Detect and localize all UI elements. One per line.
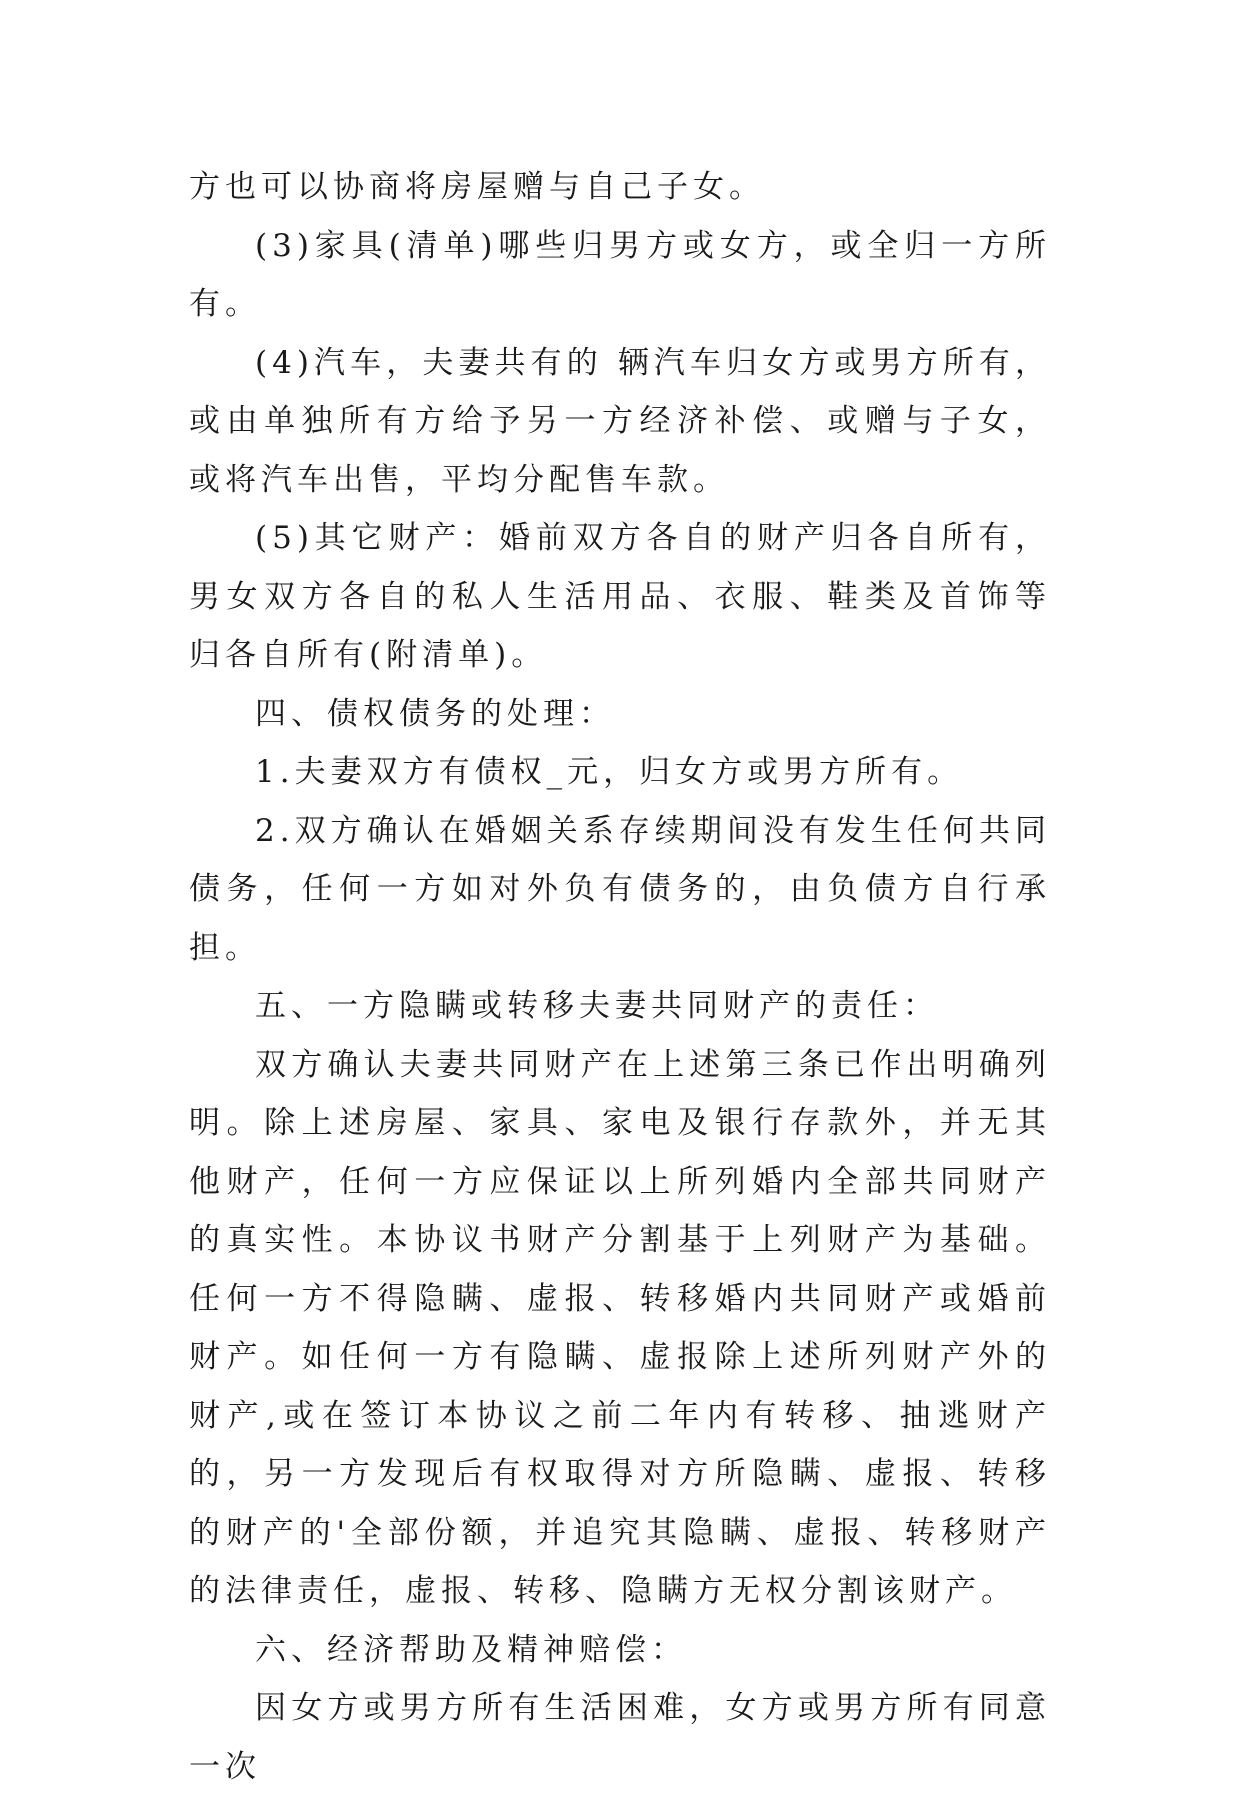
paragraph-car: (4)汽车，夫妻共有的 辆汽车归女方或男方所有，或由单独所有方给予另一方经济补偿、或赠与子女，或将汽车出售，平均分配售车款。 — [189, 344, 1051, 498]
paragraph-financial-help: 因女方或男方所有生活困难，女方或男方所有同意一次 — [189, 1690, 1051, 1785]
document-body — [189, 158, 1051, 1796]
paragraph-joint-debts: 2.双方确认在婚姻关系存续期间没有发生任何共同债务，任何一方如对外负有债务的，由负债方自行承担。 — [189, 812, 1051, 966]
section-heading-compensation: 六、经济帮助及精神赔偿： — [255, 1631, 687, 1668]
paragraph-creditor-rights: 1.夫妻双方有债权_元，归女方或男方所有。 — [255, 754, 964, 790]
section-heading-concealment: 五、一方隐瞒或转移夫妻共同财产的责任： — [255, 988, 939, 1024]
section-heading-debts: 四、债权债务的处理： — [255, 695, 615, 732]
paragraph-other-property: (5)其它财产：婚前双方各自的财产归各自所有，男女双方各自的私人生活用品、衣服、鞋类及首饰等归各自所有(附清单)。 — [189, 520, 1051, 673]
paragraph-house-gift: 方也可以协商将房屋赠与自己子女。 — [189, 169, 765, 205]
paragraph-concealment-liability: 双方确认夫妻共同财产在上述第三条已作出明确列明。除上述房屋、家具、家电及银行存款外，并无其他财产，任何一方应保证以上所列婚内全部共同财产的真实性。本协议书财产分割基于上列财产为基础。任何一方不得隐瞒、虚报、转移婚内共同财产或婚前财产。如任何一方有隐瞒、虚报除上述所列财产外的财产,或在签订本协议之前二年内有转移、抽逃财产的，另一方发现后有权取得对方所隐瞒、虚报、转移的财产的'全部份额，并追究其隐瞒、虚报、转移财产的法律责任，虚报、转移、隐瞒方无权分割该财产。 — [189, 1046, 1051, 1609]
paragraph-furniture: (3)家具(清单)哪些归男方或女方，或全归一方所有。 — [189, 227, 1051, 322]
